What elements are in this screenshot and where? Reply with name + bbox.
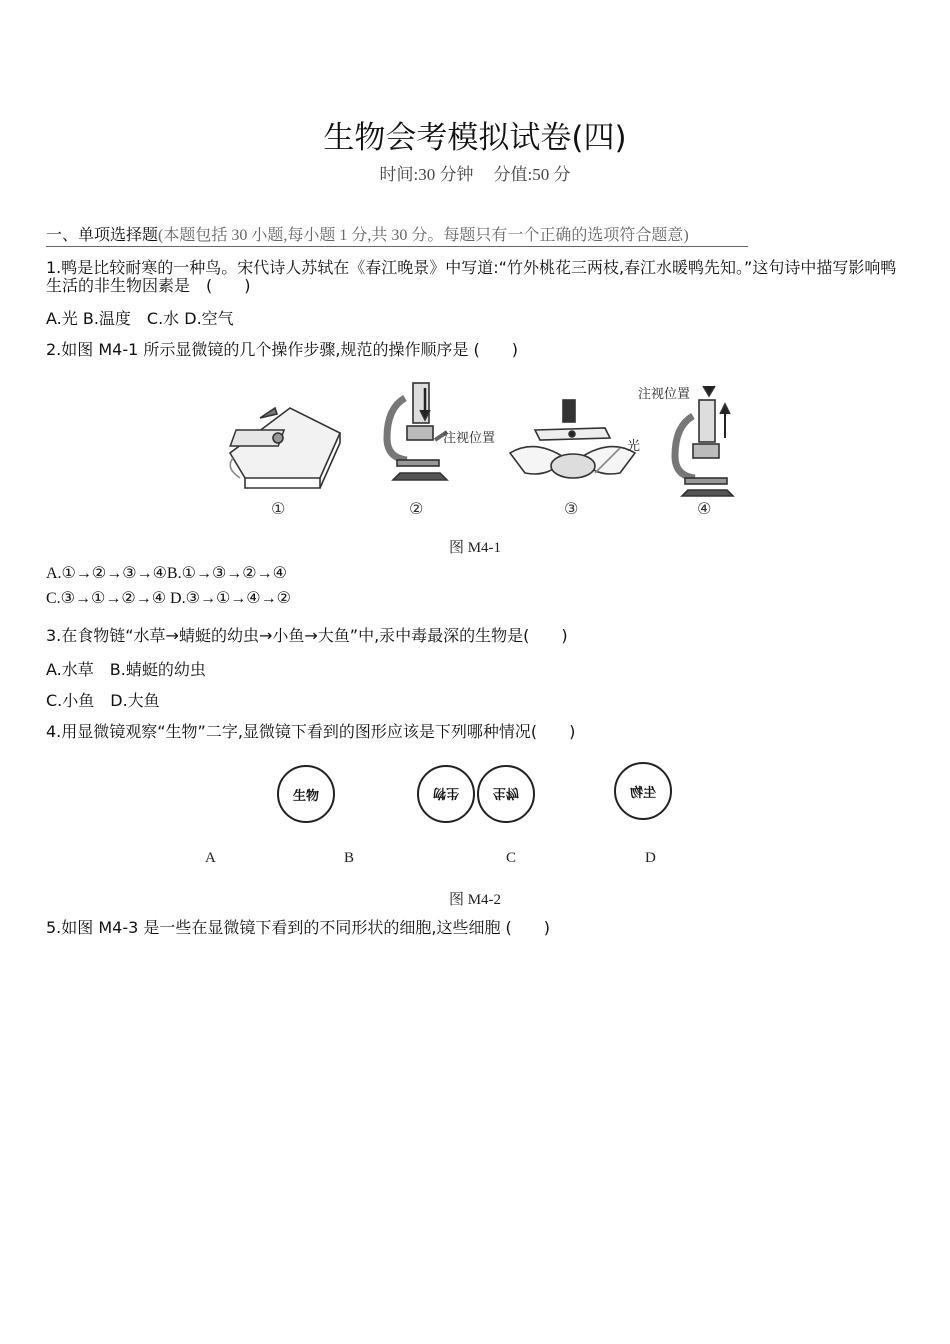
exam-time: 时间:30 分钟 xyxy=(379,165,474,184)
step-4-gaze-label xyxy=(638,386,690,401)
step-3-hands-illustration xyxy=(510,400,635,478)
option-b-text: 生物 xyxy=(432,784,459,800)
step-label-1: ① xyxy=(271,499,286,518)
step-2-gaze-text: 注视位置 xyxy=(443,430,496,445)
figure-m4-2-caption: 图 M4-2 xyxy=(448,892,502,908)
question-1-stem: 1.鸭是比较耐寒的一种鸟。宋代诗人苏轼在《春江晚景》中写道:“竹外桃花三两枝,春江水暖鸭先知。”这句诗中描写影响鸭生活的非生物因素是 ( ) xyxy=(46,258,897,295)
option-a-circle xyxy=(277,765,335,823)
question-2-stem: 2.如图 M4-1 所示显微镜的几个操作步骤,规范的操作顺序是 ( ) xyxy=(46,340,519,359)
step-4-gaze-text: 注视位置 xyxy=(638,386,691,401)
exam-info xyxy=(0,160,950,185)
question-3-options-2: C.小鱼 D.大鱼 xyxy=(46,691,160,710)
exam-score: 分值:50 分 xyxy=(493,165,571,184)
section-title: 一、单项选择题 xyxy=(46,225,159,244)
step-2-microscope-illustration xyxy=(387,383,447,480)
section-heading xyxy=(46,222,748,247)
question-2-options-1: A.①→②→③→④B.①→③→②→④ xyxy=(46,565,287,582)
step-label-2: ② xyxy=(409,499,424,518)
figure-m4-1 xyxy=(215,378,745,523)
section-note: (本题包括 30 小题,每小题 1 分,共 30 分。每题只有一个正确的选项符合题意) xyxy=(158,227,689,244)
step-label-3: ③ xyxy=(564,499,579,518)
option-letter-a: A xyxy=(205,850,216,866)
option-a-text: 生物 xyxy=(292,788,319,804)
option-letter-b: B xyxy=(344,850,355,866)
question-4-stem: 4.用显微镜观察“生物”二字,显微镜下看到的图形应该是下列哪种情况( ) xyxy=(46,722,576,741)
step-1-stage-illustration xyxy=(230,408,340,488)
question-1-options: A.光 B.温度 C.水 D.空气 xyxy=(46,309,234,328)
step-2-gaze-label xyxy=(443,430,495,445)
option-letter-d: D xyxy=(645,850,656,866)
page-title: 生物会考模拟试卷(四) xyxy=(323,120,627,156)
option-letter-c: C xyxy=(506,850,517,866)
option-c-circle xyxy=(477,765,535,823)
step-label-4: ④ xyxy=(697,499,712,518)
option-c-text: 生物 xyxy=(492,784,519,800)
step-4-microscope-illustration xyxy=(675,386,733,496)
question-3-options-1: A.水草 B.蜻蜓的幼虫 xyxy=(46,660,206,679)
question-2-options-2: C.③→①→②→④ D.③→①→④→② xyxy=(46,590,291,607)
option-d-text: 生物 xyxy=(629,785,656,801)
step-3-light-label xyxy=(627,438,640,453)
question-3-stem: 3.在食物链“水草→蜻蜓的幼虫→小鱼→大鱼”中,汞中毒最深的生物是( ) xyxy=(46,626,568,645)
option-d-circle xyxy=(614,762,672,820)
question-5-stem: 5.如图 M4-3 是一些在显微镜下看到的不同形状的细胞,这些细胞 ( ) xyxy=(46,918,551,937)
step-3-light-text: 光 xyxy=(627,438,641,453)
figure-m4-1-caption: 图 M4-1 xyxy=(448,540,502,556)
option-b-circle xyxy=(417,765,475,823)
